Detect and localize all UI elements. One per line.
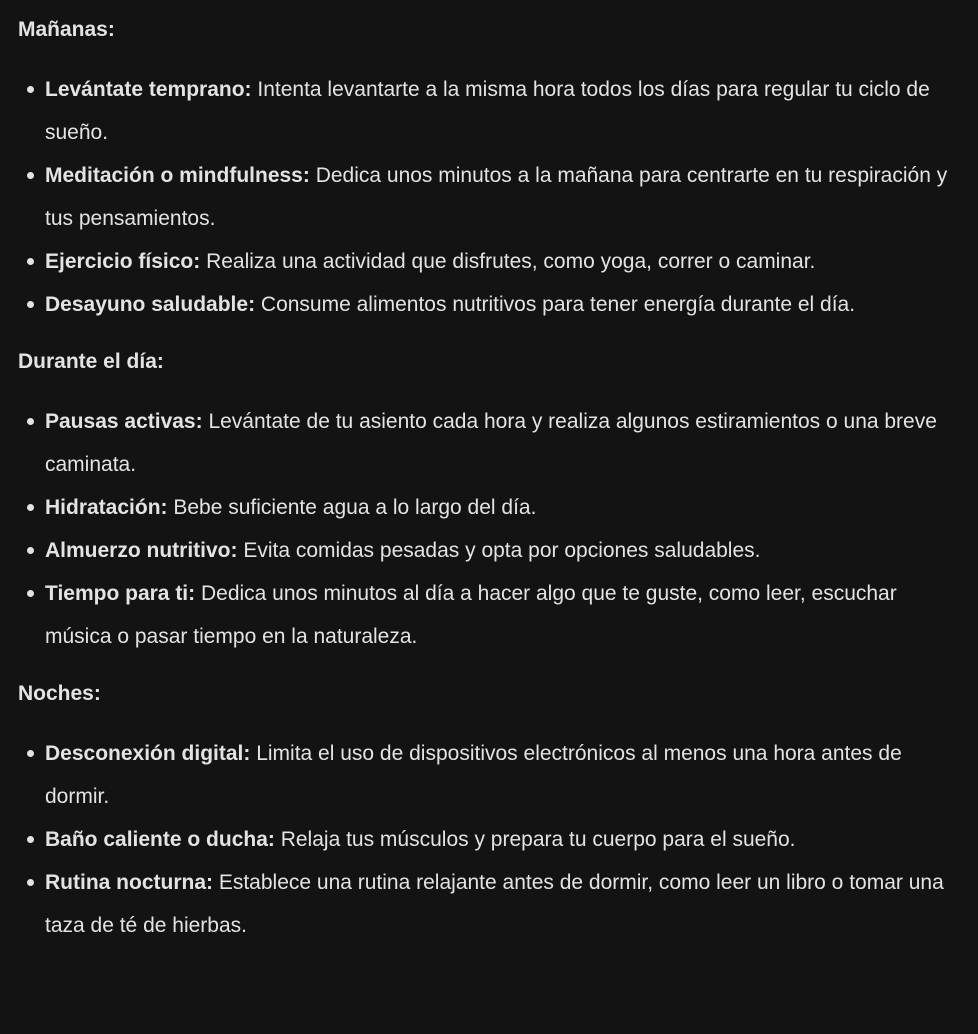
list-item bbox=[18, 68, 960, 154]
item-text: Limita el uso de dispositivos electrónicos al menos una hora antes de dormir. bbox=[45, 742, 902, 808]
section-heading: Durante el día: bbox=[18, 350, 164, 373]
item-term: Ejercicio físico: bbox=[45, 250, 201, 273]
list-item bbox=[18, 154, 960, 240]
bullet-icon bbox=[27, 836, 34, 843]
item-term: Hidratación: bbox=[45, 496, 168, 519]
section-noches bbox=[18, 678, 960, 947]
item-term: Levántate temprano: bbox=[45, 78, 252, 101]
item-text: Establece una rutina relajante antes de dormir, como leer un libro o tomar una taza de té de hierbas. bbox=[45, 871, 944, 937]
bullet-icon bbox=[27, 418, 34, 425]
item-term: Baño caliente o ducha: bbox=[45, 828, 275, 851]
section-heading: Mañanas: bbox=[18, 18, 115, 41]
list-item bbox=[18, 861, 960, 947]
item-text: Relaja tus músculos y prepara tu cuerpo para el sueño. bbox=[274, 828, 796, 851]
item-text: Intenta levantarte a la misma hora todos los días para regular tu ciclo de sueño. bbox=[45, 78, 930, 144]
item-text: Realiza una actividad que disfrutes, como yoga, correr o caminar. bbox=[200, 250, 816, 273]
bullet-icon bbox=[27, 504, 34, 511]
bullet-icon bbox=[27, 879, 34, 886]
list-item bbox=[18, 732, 960, 818]
item-term: Almuerzo nutritivo: bbox=[45, 539, 238, 562]
list-item bbox=[18, 572, 960, 658]
list-item bbox=[18, 400, 960, 486]
section-mananas bbox=[18, 14, 960, 326]
section-heading: Noches: bbox=[18, 682, 101, 705]
bullet-list bbox=[18, 732, 960, 947]
item-text: Levántate de tu asiento cada hora y realiza algunos estiramientos o una breve caminata. bbox=[45, 410, 937, 476]
item-term: Meditación o mindfulness: bbox=[45, 164, 310, 187]
bullet-list bbox=[18, 400, 960, 658]
bullet-icon bbox=[27, 590, 34, 597]
bullet-icon bbox=[27, 172, 34, 179]
list-item bbox=[18, 486, 960, 529]
item-term: Desconexión digital: bbox=[45, 742, 251, 765]
list-item bbox=[18, 818, 960, 861]
section-durante-el-dia bbox=[18, 346, 960, 658]
item-term: Rutina nocturna: bbox=[45, 871, 213, 894]
item-term: Desayuno saludable: bbox=[45, 293, 256, 316]
bullet-icon bbox=[27, 258, 34, 265]
list-item bbox=[18, 240, 960, 283]
bullet-icon bbox=[27, 301, 34, 308]
item-text: Bebe suficiente agua a lo largo del día. bbox=[167, 496, 537, 519]
item-text: Consume alimentos nutritivos para tener energía durante el día. bbox=[255, 293, 856, 316]
list-item bbox=[18, 529, 960, 572]
item-text: Dedica unos minutos al día a hacer algo que te guste, como leer, escuchar música o pasar tiempo en la naturaleza. bbox=[45, 582, 897, 648]
bullet-icon bbox=[27, 750, 34, 757]
list-item bbox=[18, 283, 960, 326]
bullet-icon bbox=[27, 547, 34, 554]
item-term: Pausas activas: bbox=[45, 410, 203, 433]
bullet-list bbox=[18, 68, 960, 326]
item-text: Evita comidas pesadas y opta por opciones saludables. bbox=[237, 539, 761, 562]
bullet-icon bbox=[27, 86, 34, 93]
item-term: Tiempo para ti: bbox=[45, 582, 196, 605]
item-text: Dedica unos minutos a la mañana para centrarte en tu respiración y tus pensamientos. bbox=[45, 164, 948, 230]
